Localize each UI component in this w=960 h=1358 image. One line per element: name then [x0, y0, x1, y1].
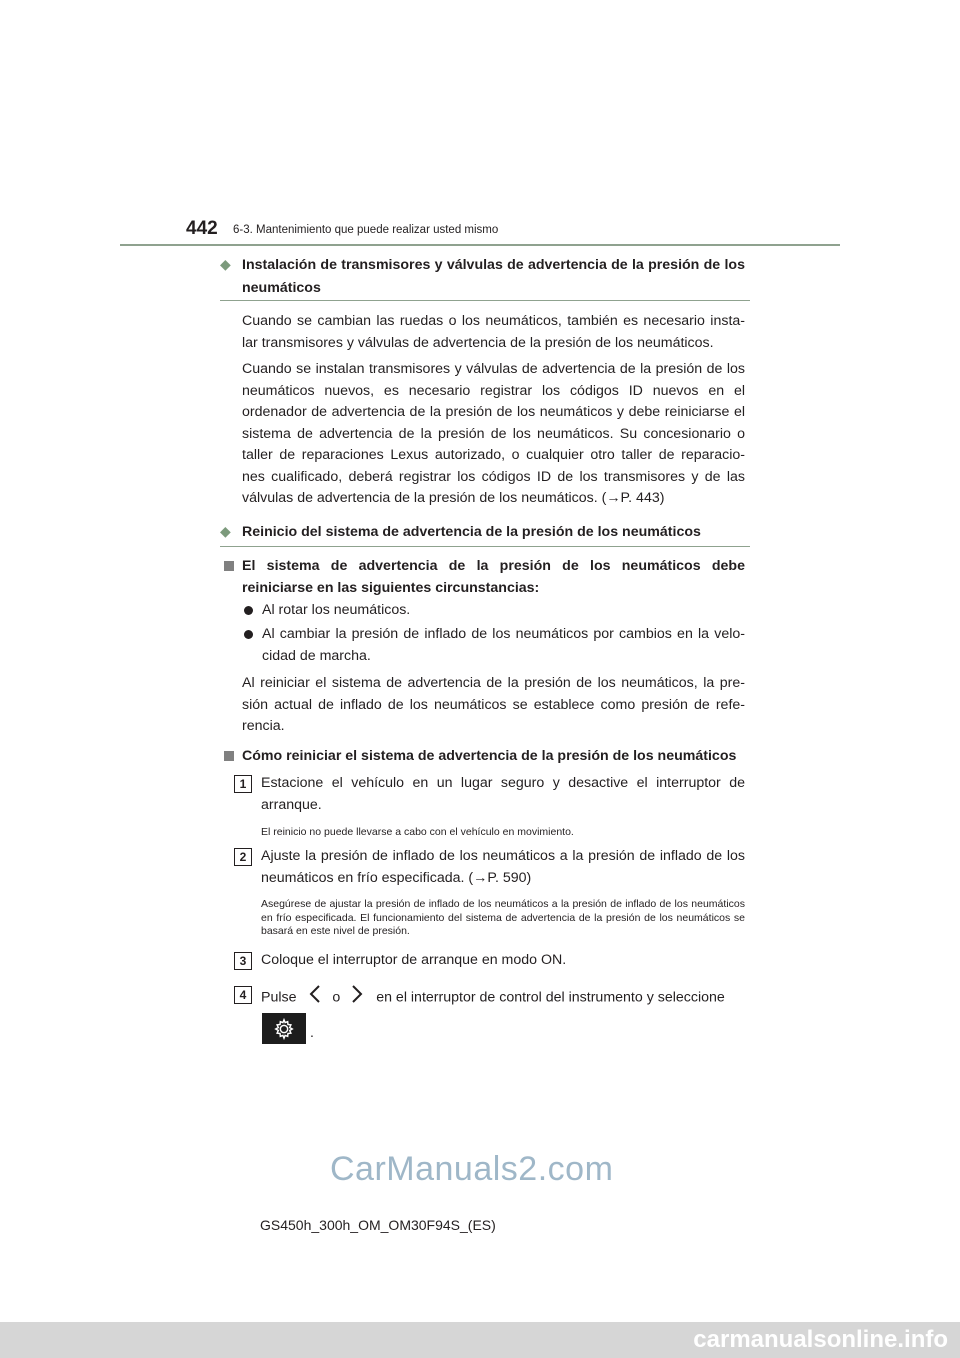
- step4-rest: en el interruptor de control del instrumento y seleccione: [376, 989, 725, 1006]
- step-text-3: Coloque el interruptor de arranque en modo ON.: [261, 952, 567, 968]
- step-number-4: 4: [234, 986, 252, 1004]
- header-rule: [120, 244, 840, 246]
- watermark-bar: [0, 1322, 960, 1358]
- step-note-1: El reinicio no puede llevarse a cabo con el vehículo en movimiento.: [261, 826, 574, 838]
- step-text-4: [261, 984, 745, 1012]
- chevron-right-icon: [350, 984, 364, 1012]
- section1-para2: Cuando se instalan transmisores y válvulas de advertencia de la presión de los neumáticos nuevos, es necesario registrar los códigos ID nuevos en el ordenador de advertencia de la presión de los neumáticos y debe reiniciarse el sistema de advertencia de la presión de los neumáticos. Su concesionario o taller de reparaciones Lexus autorizado, o cualquier otro taller de reparacio- nes cualificado, deberá registrar los códigos ID de los transmisores y de las válvulas de advertencia de la presión de los neumáticos. (→P. 443): [242, 361, 745, 506]
- step-number-3: 3: [234, 952, 252, 970]
- section1-heading: Instalación de transmisores y válvulas de advertencia de la presión de los neumáticos: [242, 257, 745, 296]
- bullet-icon: [244, 630, 253, 639]
- section1-rule: [220, 300, 750, 301]
- watermark-logo: CarManuals2.com: [330, 1150, 614, 1188]
- bullet-item: Al rotar los neumáticos.: [262, 602, 411, 618]
- watermark-site: carmanualsonline.info: [693, 1326, 948, 1353]
- square-bullet-icon: [224, 751, 234, 761]
- step4-or: o: [332, 989, 341, 1006]
- diamond-icon: ◆: [220, 523, 231, 539]
- bullet-item: Al cambiar la presión de inflado de los neumáticos por cambios en la velo- cidad de marcha.: [262, 626, 745, 664]
- sub1-heading: El sistema de advertencia de la presión de los neumáticos debe reiniciarse en las siguientes circunstancias:: [242, 558, 745, 596]
- bullet-icon: [244, 606, 253, 615]
- section2-heading: Reinicio del sistema de advertencia de la presión de los neumáticos: [242, 524, 701, 540]
- step-number-1: 1: [234, 775, 252, 793]
- step-number-2: 2: [234, 848, 252, 866]
- sub2-heading: Cómo reiniciar el sistema de advertencia de la presión de los neumáticos: [242, 748, 737, 764]
- section-title: 6-3. Mantenimiento que puede realizar usted mismo: [233, 224, 499, 236]
- step-text-1: Estacione el vehículo en un lugar seguro y desactive el interruptor de arranque.: [261, 775, 745, 813]
- page-number: 442: [186, 218, 218, 239]
- settings-gear-icon: [262, 1013, 306, 1044]
- step4-pulse: Pulse: [261, 989, 297, 1006]
- chevron-left-icon: [308, 984, 322, 1012]
- section2-rule: [220, 546, 750, 547]
- footer-code: GS450h_300h_OM_OM30F94S_(ES): [260, 1217, 496, 1233]
- diamond-icon: ◆: [220, 256, 231, 272]
- step4-period: .: [310, 1024, 314, 1040]
- step-text-2: Ajuste la presión de inflado de los neumáticos a la presión de inflado de los neumáticos en frío especificada. (→P. 590): [261, 848, 745, 886]
- square-bullet-icon: [224, 561, 234, 571]
- step-note-2: Asegúrese de ajustar la presión de inflado de los neumáticos a la presión de inflado de los neumáticos en frío especificada. El funcionamiento del sistema de advertencia de la presión de los neumáticos se basará en este nivel de presión.: [261, 898, 745, 937]
- section1-para1: Cuando se cambian las ruedas o los neumáticos, también es necesario insta- lar transmisores y válvulas de advertencia de la presión de los neumáticos.: [242, 313, 745, 351]
- sub1-para: Al reiniciar el sistema de advertencia de la presión de los neumáticos, la pre- sión actual de inflado de los neumáticos se establece como presión de refe- rencia.: [242, 675, 745, 734]
